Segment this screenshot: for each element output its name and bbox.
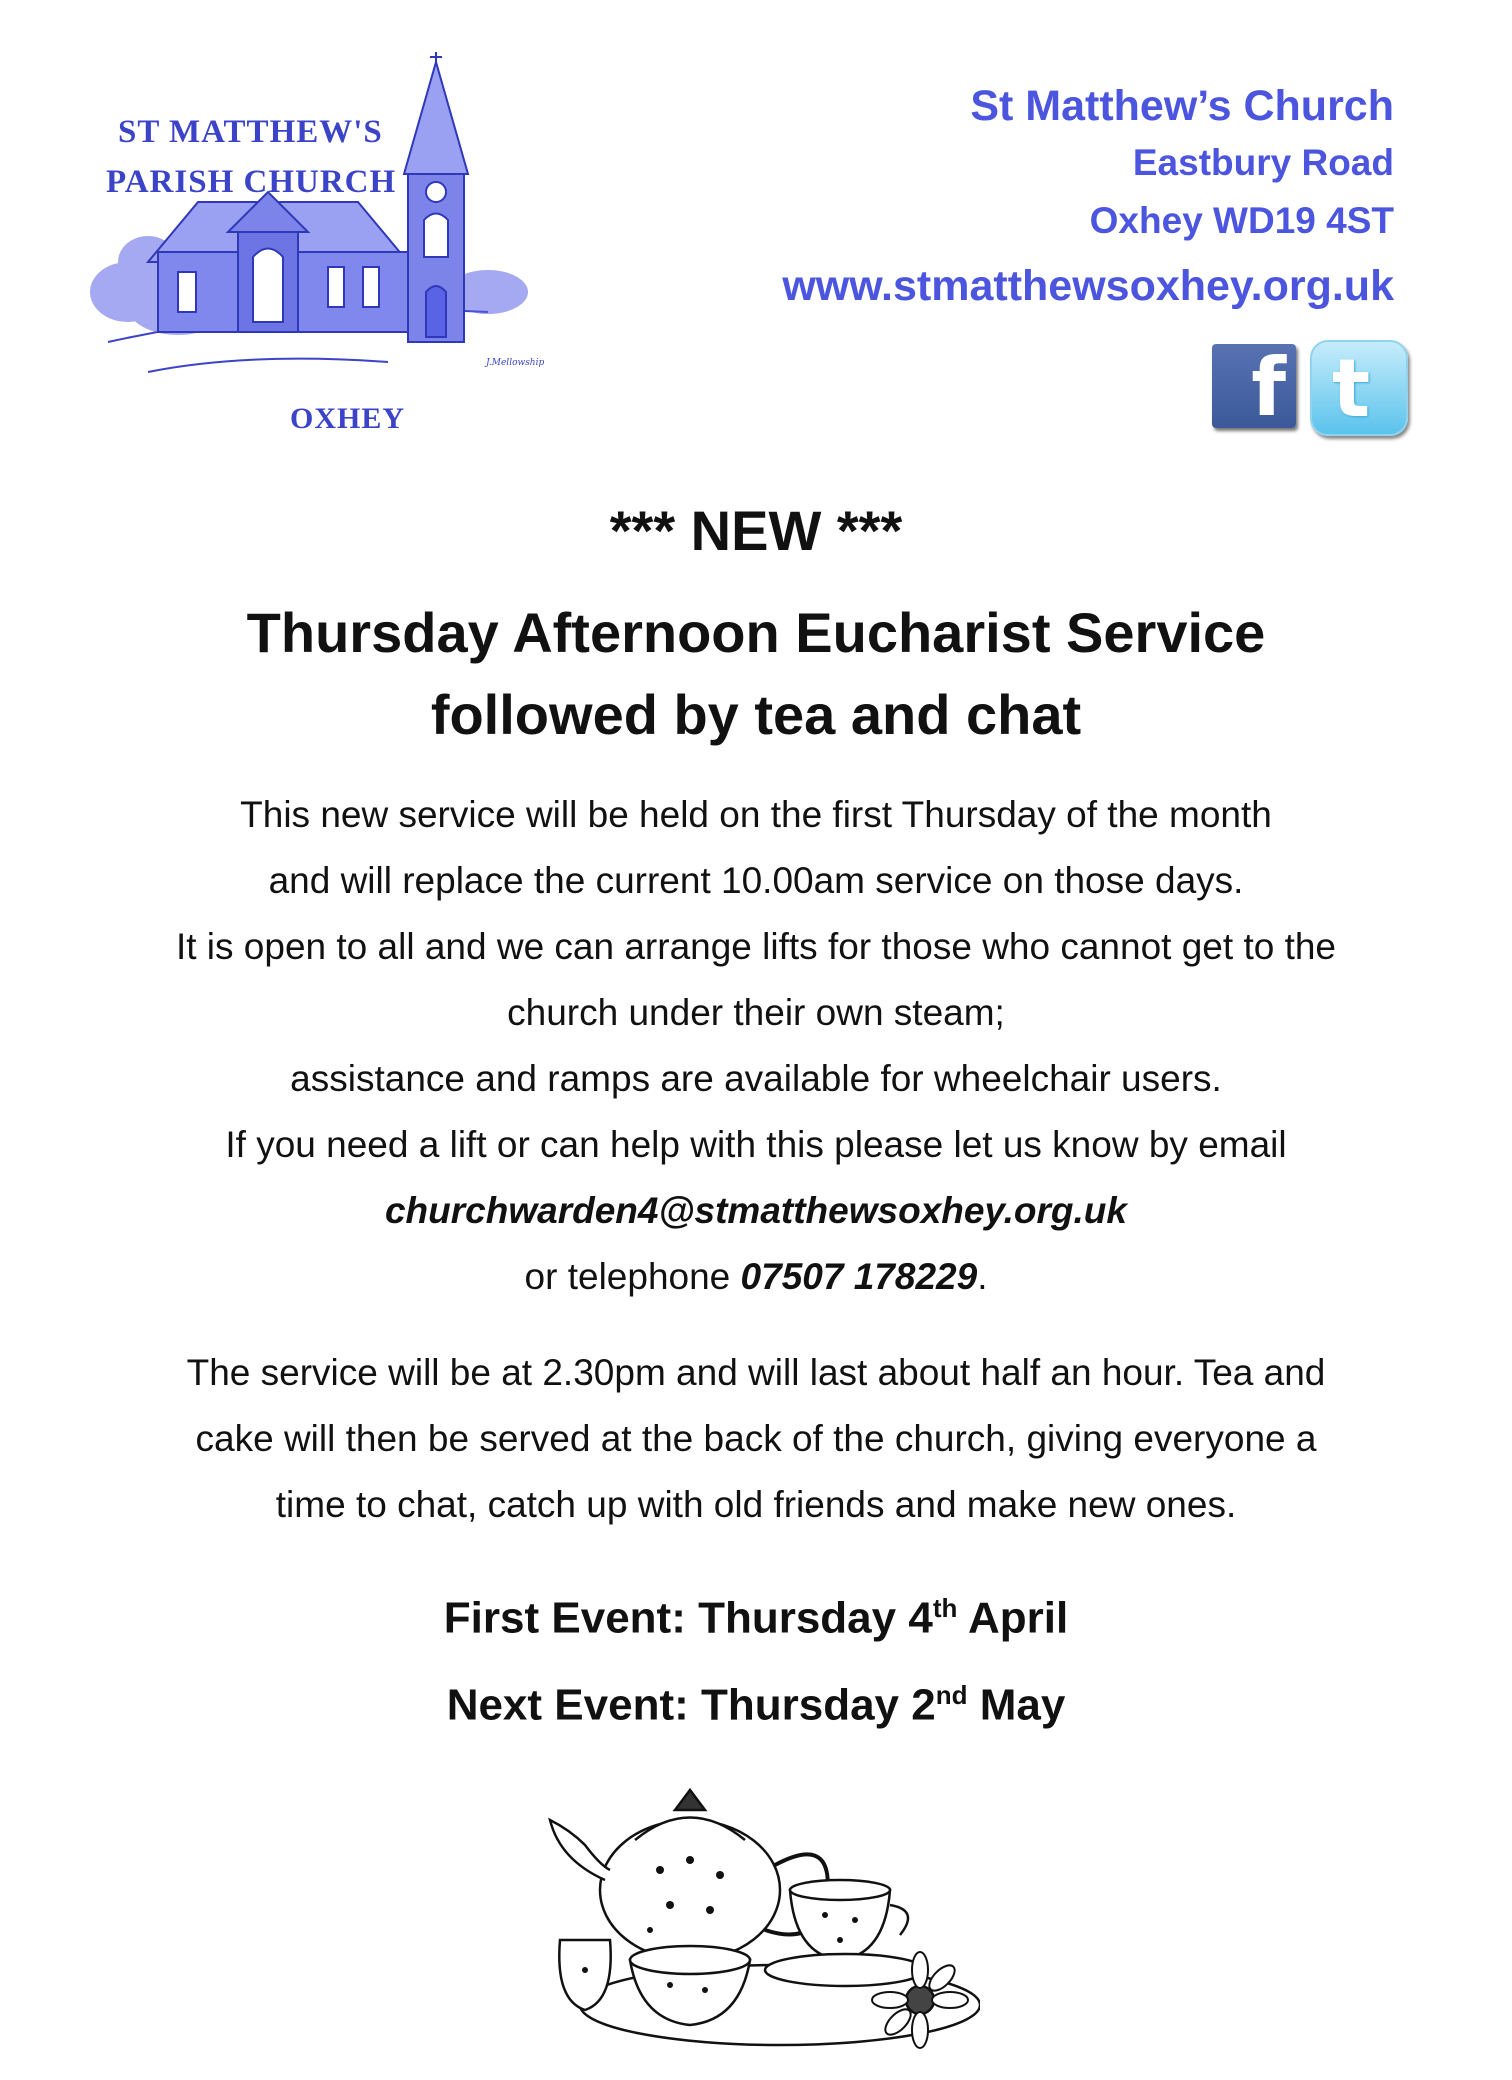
tea-set-illustration bbox=[540, 1770, 980, 2060]
description-line: This new service will be held on the first Thursday of the month bbox=[240, 794, 1272, 835]
next-event bbox=[0, 1657, 1512, 1744]
details-line: The service will be at 2.30pm and will last about half an hour. Tea and bbox=[186, 1352, 1326, 1393]
logo-title-line2: PARISH CHURCH bbox=[106, 164, 397, 200]
church-address bbox=[782, 78, 1394, 322]
twitter-glyph: t bbox=[1332, 342, 1371, 435]
phone-number[interactable]: 07507 178229 bbox=[740, 1256, 978, 1297]
next-event-month: May bbox=[967, 1680, 1066, 1730]
service-details bbox=[0, 1340, 1512, 1538]
new-banner: *** NEW *** bbox=[609, 499, 903, 562]
next-event-prefix: Next Event: Thursday 2 bbox=[446, 1680, 936, 1730]
artist-signature: J.Mellowship bbox=[486, 358, 545, 368]
twitter-icon[interactable] bbox=[1310, 340, 1408, 436]
description-line: If you need a lift or can help with this please let us know by email bbox=[225, 1124, 1287, 1165]
phone-suffix: . bbox=[977, 1256, 988, 1297]
logo-title-line1: ST MATTHEW'S bbox=[118, 114, 383, 150]
description-line: It is open to all and we can arrange lifts for those who cannot get to the bbox=[175, 926, 1337, 967]
first-event bbox=[0, 1570, 1512, 1657]
first-event-prefix: First Event: Thursday 4 bbox=[443, 1593, 933, 1643]
facebook-icon[interactable] bbox=[1212, 341, 1296, 434]
details-line: time to chat, catch up with old friends and make new ones. bbox=[275, 1484, 1237, 1525]
logo-location: OXHEY bbox=[290, 402, 406, 435]
event-title bbox=[0, 592, 1512, 756]
description-line: assistance and ramps are available for wheelchair users. bbox=[290, 1058, 1222, 1099]
details-line: cake will then be served at the back of the church, giving everyone a bbox=[195, 1418, 1317, 1459]
town-postcode: Oxhey WD19 4ST bbox=[1089, 200, 1394, 241]
phone-prefix: or telephone bbox=[524, 1256, 741, 1297]
church-logo bbox=[88, 52, 564, 438]
church-drawing bbox=[88, 52, 564, 438]
next-event-ordinal: nd bbox=[935, 1679, 968, 1710]
website-link[interactable]: www.stmatthewsoxhey.org.uk bbox=[782, 262, 1394, 310]
first-event-month: April bbox=[957, 1593, 1069, 1643]
service-description bbox=[0, 782, 1512, 1310]
contact-email-link[interactable]: churchwarden4@stmatthewsoxhey.org.uk bbox=[384, 1190, 1127, 1231]
description-line: and will replace the current 10.00am service on those days. bbox=[268, 860, 1244, 901]
event-title-line2: followed by tea and chat bbox=[430, 683, 1082, 746]
description-line: church under their own steam; bbox=[507, 992, 1005, 1033]
church-name: St Matthew’s Church bbox=[970, 82, 1394, 130]
event-title-line1: Thursday Afternoon Eucharist Service bbox=[246, 601, 1266, 664]
street-address: Eastbury Road bbox=[1132, 142, 1394, 183]
phone-line bbox=[0, 1244, 1512, 1310]
event-dates bbox=[0, 1570, 1512, 1743]
first-event-ordinal: th bbox=[932, 1593, 958, 1623]
facebook-glyph: f bbox=[1251, 341, 1286, 434]
